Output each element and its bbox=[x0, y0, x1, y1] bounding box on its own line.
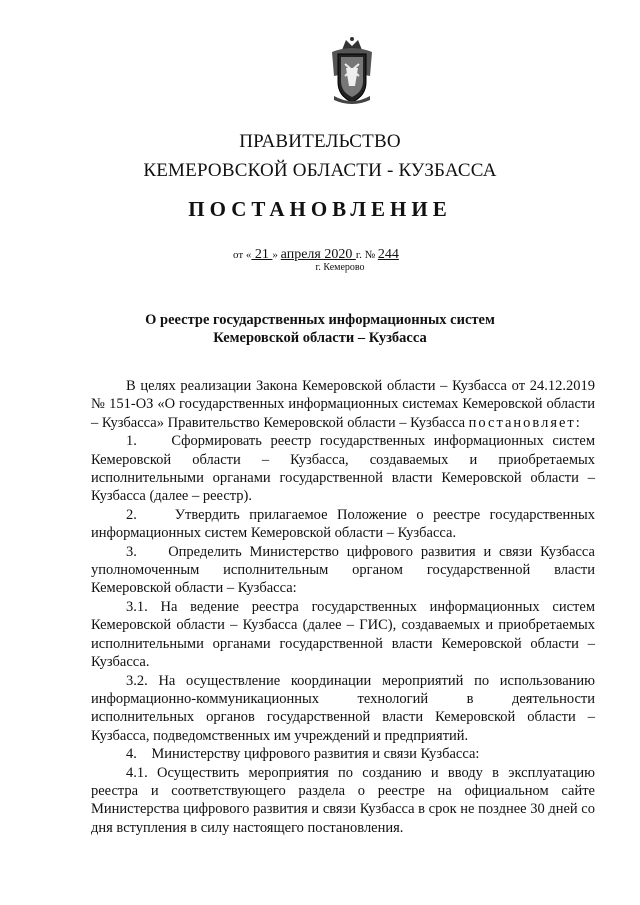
document-type-heading: ПОСТАНОВЛЕНИЕ bbox=[188, 197, 452, 221]
subject-line1: О реестре государственных информационных систем bbox=[145, 312, 495, 328]
preamble-colon: : bbox=[575, 414, 580, 431]
date-month-year: апреля 2020 bbox=[280, 247, 356, 262]
paragraph-4: 4. Министерству цифрового развития и связи Кузбасса: bbox=[126, 746, 480, 763]
date-year-suffix: г. bbox=[355, 249, 365, 261]
paragraph-4-1: 4.1. Осуществить мероприятия по созданию и вводу в эксплуатацию реестра и соответствующего раздела о реестре на официальном сайте Министерства цифрового развития и связи Кузбасса в срок не позднее 30 дней со дня вступления в силу настоящего постановления. bbox=[91, 764, 595, 836]
date-day: 21 bbox=[251, 247, 273, 262]
government-title-line2: КЕМЕРОВСКОЙ ОБЛАСТИ - КУЗБАССА bbox=[143, 160, 497, 181]
paragraph-3-1: 3.1. На ведение реестра государственных информационных систем Кемеровской области – Кузбасса (далее – ГИС), создаваемых и приобретаемых исполнительными органами государственной власти Кемеровской области – Кузбасса. bbox=[91, 598, 595, 671]
paragraph-1: 1. Сформировать реестр государственных информационных систем Кемеровской области – Кузбасса, создаваемых и приобретаемых исполнительными органами государственной власти Кемеровской области – Кузбасса (далее – реестр). bbox=[91, 433, 595, 505]
paragraph-3: 3. Определить Министерство цифрового развития и связи Кузбасса уполномоченным исполнительным органом государственной власти Кемеровской области – Кузбасса: bbox=[91, 543, 595, 597]
subject-line2: Кемеровской области – Кузбасса bbox=[213, 330, 427, 346]
number-sign: № bbox=[364, 249, 378, 261]
government-title-line1: ПРАВИТЕЛЬСТВО bbox=[239, 131, 401, 152]
date-line bbox=[233, 247, 493, 263]
date-prefix: от « bbox=[233, 249, 252, 261]
document-body bbox=[91, 377, 595, 837]
document-number: 244 bbox=[377, 247, 399, 262]
date-mid: » bbox=[272, 249, 281, 261]
preamble-text: В целях реализации Закона Кемеровской области – Кузбасса от 24.12.2019 № 151-ОЗ «О государственных информационных системах Кемеровской области – Кузбасса» Правительство Кемеровской области – Кузбасса bbox=[91, 378, 595, 431]
city-label: г. Кемерово bbox=[315, 262, 365, 273]
paragraph-preamble bbox=[91, 377, 595, 432]
coat-of-arms-icon bbox=[326, 36, 378, 106]
preamble-resolves: постановляет bbox=[468, 414, 576, 431]
paragraph-2: 2. Утвердить прилагаемое Положение о реестре государственных информационных систем Кемеровской области – Кузбасса. bbox=[91, 506, 595, 542]
paragraph-3-2: 3.2. На осуществление координации мероприятий по использованию информационно-коммуникационных технологий в деятельности исполнительных органов государственной власти Кемеровской области – Кузбасса, подведомственных им учреждений и предприятий. bbox=[91, 672, 595, 744]
